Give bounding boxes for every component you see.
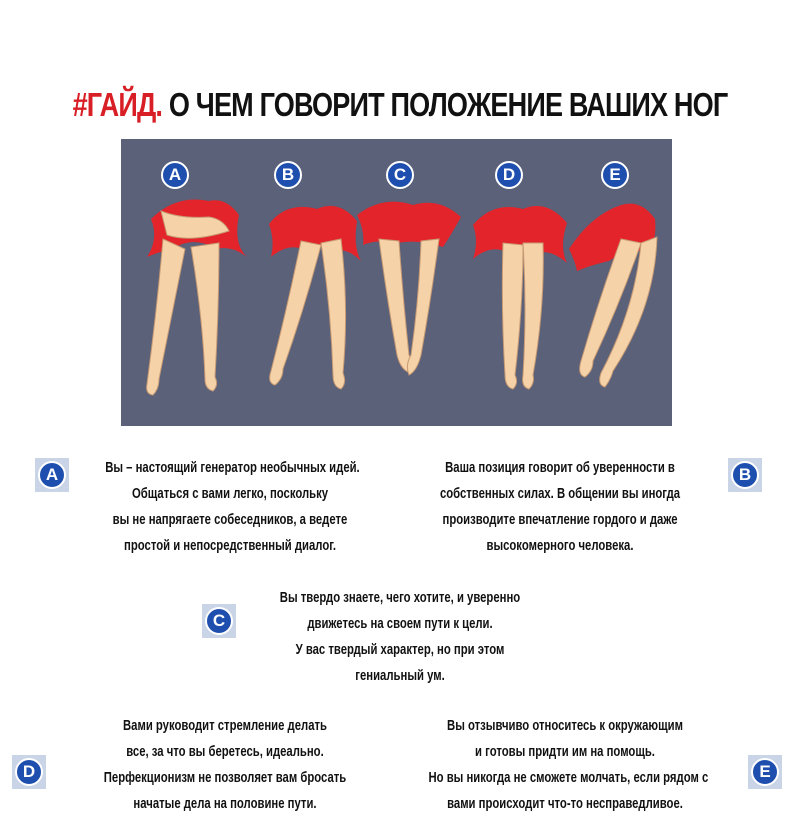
description-a-line: вы не напрягаете собеседников, а ведете bbox=[112, 512, 348, 528]
description-c-line: гениальный ум. bbox=[355, 668, 445, 684]
description-e-line: Но вы никогда не сможете молчать, если рядом с bbox=[428, 770, 709, 786]
description-b-line: собственных силах. В общении вы иногда bbox=[439, 486, 681, 502]
description-d-line: Вами руководит стремление делать bbox=[123, 718, 327, 734]
description-a bbox=[105, 455, 360, 559]
marker-d bbox=[12, 755, 46, 789]
description-b bbox=[435, 455, 685, 559]
figure-c bbox=[357, 202, 461, 375]
marker-b-letter: B bbox=[731, 461, 759, 489]
marker-a bbox=[35, 458, 69, 492]
marker-b bbox=[728, 458, 762, 492]
title-hashtag: #ГАЙД. bbox=[72, 86, 163, 123]
description-a-line: Вы – настоящий генератор необычных идей. bbox=[105, 460, 360, 476]
badge-d: D bbox=[495, 161, 523, 189]
marker-a-letter: A bbox=[38, 461, 66, 489]
description-b-line: высокомерного человека. bbox=[486, 538, 634, 554]
figure-d bbox=[473, 206, 567, 389]
figure-a bbox=[147, 199, 247, 395]
description-e-line: Вы отзывчиво относитесь к окружающим bbox=[447, 718, 683, 734]
description-d-line: Перфекционизм не позволяет вам бросать bbox=[103, 770, 347, 786]
description-c-line: Вы твердо знаете, чего хотите, и уверенно bbox=[279, 590, 521, 606]
description-e-line: вами происходит что-то несправедливое. bbox=[447, 796, 683, 812]
description-c bbox=[275, 585, 525, 689]
description-d-line: начатые дела на половине пути. bbox=[133, 796, 317, 812]
description-e-line: и готовы придти им на помощь. bbox=[475, 744, 655, 760]
description-a-line: простой и непосредственный диалог. bbox=[124, 538, 336, 554]
description-c-line: движетесь на своем пути к цели. bbox=[307, 616, 493, 632]
description-c-line: У вас твердый характер, но при этом bbox=[295, 642, 505, 658]
figure-e bbox=[569, 204, 657, 387]
description-d bbox=[96, 713, 353, 817]
legs-illustration bbox=[121, 139, 672, 426]
marker-e bbox=[748, 755, 782, 789]
marker-e-letter: E bbox=[751, 758, 779, 786]
figure-b bbox=[269, 206, 361, 389]
badge-a: A bbox=[161, 161, 189, 189]
marker-c-letter: C bbox=[205, 607, 233, 635]
title-text: О ЧЕМ ГОВОРИТ ПОЛОЖЕНИЕ ВАШИХ НОГ bbox=[168, 86, 728, 123]
description-b-line: Ваша позиция говорит об уверенности в bbox=[445, 460, 675, 476]
badge-e: E bbox=[601, 161, 629, 189]
marker-d-letter: D bbox=[15, 758, 43, 786]
description-e bbox=[428, 713, 709, 817]
description-d-line: все, за что вы беретесь, идеально. bbox=[126, 744, 324, 760]
badge-b: B bbox=[274, 161, 302, 189]
marker-c bbox=[202, 604, 236, 638]
description-a-line: Общаться с вами легко, поскольку bbox=[131, 486, 329, 502]
description-b-line: производите впечатление гордого и даже bbox=[442, 512, 678, 528]
page-title bbox=[72, 86, 728, 124]
badge-c: C bbox=[386, 161, 414, 189]
